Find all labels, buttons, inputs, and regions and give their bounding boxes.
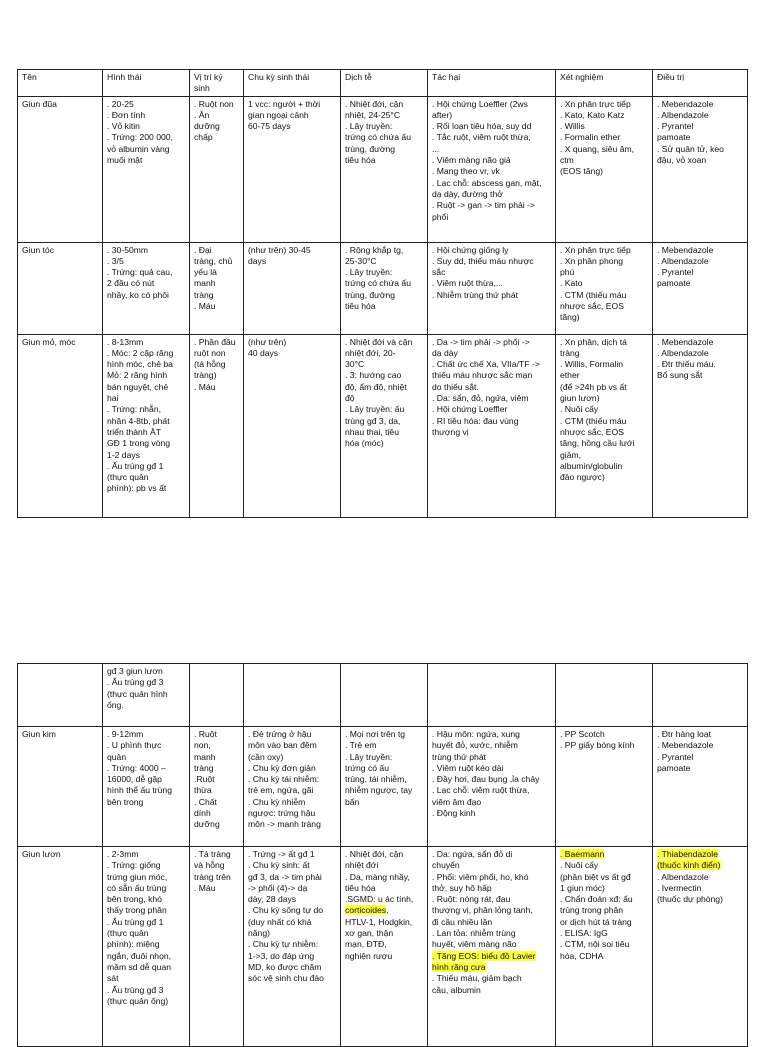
- header-row: [18, 70, 748, 97]
- cell-xet-nghiem: . Xn phân trực tiếp . Xn phân phong phú . Kato . CTM (thiếu máu nhược sắc, EOS tăng): [556, 242, 653, 334]
- cell-dich-te: . Nhiệt đới, cận nhiệt, 24-25°C . Lây truyền: trứng có chứa ấu trùng, đường tiêu hóa: [341, 96, 428, 242]
- cell-vi-tri: . Ruột non . Ăn dưỡng chấp: [190, 96, 244, 242]
- cell-dich-te: . Mọi nơi trên tg . Trẻ em . Lây truyền: trứng có ấu trùng, tái nhiễm, nhiễm ngược, tay bẩn: [341, 727, 428, 847]
- cell-dich-te: . Nhiệt đới và cận nhiệt đới, 20- 30°C . 3: hướng cao độ, ẩm độ, nhiệt độ . Lây truyền: ấu trùng gđ 3, da, nhau thai, tiêu hóa (móc): [341, 334, 428, 517]
- cell-vi-tri: . Tá tràng và hỗng tràng trên . Máu: [190, 847, 244, 1047]
- cell-vi-tri: . Phần đầu ruột non (tá hỗng tràng) . Máu: [190, 334, 244, 517]
- tac-hai-text-a: . Da: ngứa, sẩn đỏ di chuyển . Phổi: viêm phổi, ho, khó thở, suy hô hấp . Ruột: nóng rát, đau thượng vị, phân lỏng tanh, đi cầu nhiều lần . Lan tỏa: nhiễm trùng huyết, viêm màng não: [432, 849, 533, 950]
- cell-dieu-tri: [653, 847, 748, 1047]
- header-ten: Tên: [18, 70, 103, 97]
- cell-tac-hai: . Hội chứng Loeffler (2ws after) . Rối loạn tiêu hóa, suy dd . Tắc ruột, viêm ruột thừa, ... . Viêm màng não giả . Mang theo vr, vk . Lạc chỗ: abscess gan, mật, dạ dày, đường thở . Ruột -> gan -> tim phải -> phổi: [428, 96, 556, 242]
- table-row: [18, 334, 748, 517]
- cell-tac-hai: . Da -> tim phải -> phổi -> dạ dày . Chất ức chế Xa, VIIa/TF -> thiếu máu nhược sắc mạn do thiếu sắt. . Da: sẩn, đỏ, ngứa, viêm . Hội chứng Loeffler . RI tiêu hóa: đau vùng thượng vị: [428, 334, 556, 517]
- table-row: [18, 242, 748, 334]
- header-chu-ky: Chu kỳ sinh thái: [244, 70, 341, 97]
- cell-dieu-tri: . Mebendazole . Albendazole . Pyrantel pamoate: [653, 242, 748, 334]
- cell-chu-ky: (như trên) 30-45 days: [244, 242, 341, 334]
- cell-tac-hai: [428, 847, 556, 1047]
- table-row: [18, 96, 748, 242]
- cell-vi-tri: . Ruột non, manh tràng .Ruột thừa . Chất dính dưỡng: [190, 727, 244, 847]
- header-dich-te: Dịch tễ: [341, 70, 428, 97]
- header-xet-nghiem: Xét nghiệm: [556, 70, 653, 97]
- header-dieu-tri: Điều trị: [653, 70, 748, 97]
- cell-dieu-tri: . Mebendazole . Albendazole . Pyrantel pamoate . Sử quân tử, keo đậu, vỏ xoan: [653, 96, 748, 242]
- cell-hinh-thai: . 30-50mm . 3/5 . Trứng: quả cau, 2 đầu có nút nhầy, ko có phôi: [103, 242, 190, 334]
- table-row: [18, 847, 748, 1047]
- cell-continuation: gđ 3 giun lươn . Ấu trùng gđ 3 (thực quản hình ống.: [103, 664, 190, 727]
- parasite-table-1: [17, 69, 748, 518]
- cell-chu-ky: . Đẻ trứng ở hậu môn vào ban đêm (cần oxy) . Chu kỳ đơn giản . Chu kỳ tái nhiễm: trẻ em, ngứa, gãi . Chu kỳ nhiễm ngược: trứng hậu môn -> manh tràng: [244, 727, 341, 847]
- cell-vi-tri: . Đại tràng, chủ yếu là manh tràng . Máu: [190, 242, 244, 334]
- row-name: Giun kim: [18, 727, 103, 847]
- cell-hinh-thai: . 20-25 . Đơn tính . Vỏ kitin . Trứng: 200 000, vỏ albumin vàng muối mật: [103, 96, 190, 242]
- cell-xet-nghiem: . Xn phân trực tiếp . Kato, Kato Katz . Willis . Formalin ether . X quang, siêu âm, ctm (EOS tăng): [556, 96, 653, 242]
- row-name: Giun tóc: [18, 242, 103, 334]
- header-hinh-thai: Hình thái: [103, 70, 190, 97]
- cell-dieu-tri: . Mebendazole . Albendazole . Đtr thiếu máu. Bổ sung sắt: [653, 334, 748, 517]
- cell-tac-hai: . Hậu môn: ngứa, xung huyết đỏ, xước, nhiễm trùng thứ phát . Viêm ruột kéo dài . Đầy hơi, đau bụng ,ỉa chảy . Lạc chỗ: viêm ruột thừa, viêm âm đạo . Động kinh: [428, 727, 556, 847]
- highlight-tang-eos: . Tăng EOS: biểu đồ Lavier hình răng cưa: [432, 950, 536, 972]
- header-vi-tri: Vị trí ký sinh: [190, 70, 244, 97]
- row-name: Giun lươn: [18, 847, 103, 1047]
- xet-nghiem-text-b: . Nuôi cấy (phân biệt vs ất gđ 1 giun móc) . Chẩn đoán xđ: ấu trùng trong phân or dịch hút tá tràng . ELISA: IgG . CTM, nội soi tiêu hóa, CDHA: [560, 860, 633, 961]
- header-tac-hai: Tác hại: [428, 70, 556, 97]
- row-name: Giun mỏ, móc: [18, 334, 103, 517]
- cell-tac-hai: . Hội chứng giống lỵ . Suy dd, thiếu máu nhược sắc . Viêm ruột thừa,... . Nhiễm trùng thứ phát: [428, 242, 556, 334]
- cell-hinh-thai: . 2-3mm . Trứng: giống trứng giun móc, có sẵn ấu trùng bên trong, khó thấy trong phân . Ấu trùng gđ 1 (thực quản phình): miệng ngắn, đuôi nhọn, mầm sd dễ quan sát . Ấu trùng gđ 3 (thực quản ống): [103, 847, 190, 1047]
- cell-chu-ky: 1 vcc: người + thời gian ngoại cảnh 60-75 days: [244, 96, 341, 242]
- continuation-row: [18, 664, 748, 727]
- cell-hinh-thai: . 9-12mm . U phình thực quản . Trứng: 4000 – 16000, dễ gặp hình thể ấu trùng bên trong: [103, 727, 190, 847]
- dich-te-text-b: , HTLV-1, Hodgkin, xơ gan, thận mạn, ĐTĐ, nghiện rượu: [345, 905, 413, 961]
- row-name: Giun đũa: [18, 96, 103, 242]
- tac-hai-text-b: . Thiếu máu, giảm bạch cầu, albumin: [432, 973, 522, 995]
- cell-hinh-thai: . 8-13mm . Móc: 2 cặp răng hình móc, chẻ ba Mỏ: 2 răng hình bán nguyệt, chẻ hai . Trứng: nhẵn, nhân 4-8tb, phát triển thành ÂT GĐ 1 trong vòng 1-2 days . Ấu trùng gđ 1 (thực quản phình): pb vs ất: [103, 334, 190, 517]
- cell-xet-nghiem: [556, 847, 653, 1047]
- cell-xet-nghiem: . Xn phân, dịch tá tràng . Willis, Formalin ether (để >24h pb vs ất giun lươn) . Nuôi cấy . CTM (thiếu máu nhược sắc, EOS tăng, hồng cầu lưới giảm, albumin/globulin đảo ngược): [556, 334, 653, 517]
- highlight-baermann: . Baermann: [560, 849, 605, 859]
- cell-dich-te: . Rộng khắp tg, 25-30°C . Lây truyền: trứng có chứa ấu trùng, đường tiêu hóa: [341, 242, 428, 334]
- highlight-thiabendazole: . Thiabendazole (thuốc kinh điển): [657, 849, 721, 871]
- dich-te-text-a: . Nhiệt đới, cận nhiệt đới . Da, màng nhầy, tiêu hóa .SGMD: u ác tính,: [345, 849, 414, 905]
- highlight-corticoides: corticoides: [345, 905, 387, 916]
- cell-xet-nghiem: . PP Scotch . PP giấy bóng kính: [556, 727, 653, 847]
- parasite-table-2: [17, 663, 748, 1047]
- cell-chu-ky: . Trứng -> ất gđ 1 . Chu kỳ sinh: ất gđ 3, da -> tim phải -> phổi (4)-> dạ dày, 28 days . Chu kỳ sống tự do (duy nhất có khả năng) . Chu kỳ tự nhiễm: 1->3, do đáp ứng MD, ko được chăm sóc vệ sinh chu đáo: [244, 847, 341, 1047]
- dieu-tri-text-b: . Albendazole . Ivermectin (thuốc dự phòng): [657, 871, 723, 905]
- cell-dieu-tri: . Đtr hàng loạt . Mebendazole . Pyrantel pamoate: [653, 727, 748, 847]
- cell-dich-te: [341, 847, 428, 1047]
- cell-chu-ky: (như trên) 40 days: [244, 334, 341, 517]
- table-row: [18, 727, 748, 847]
